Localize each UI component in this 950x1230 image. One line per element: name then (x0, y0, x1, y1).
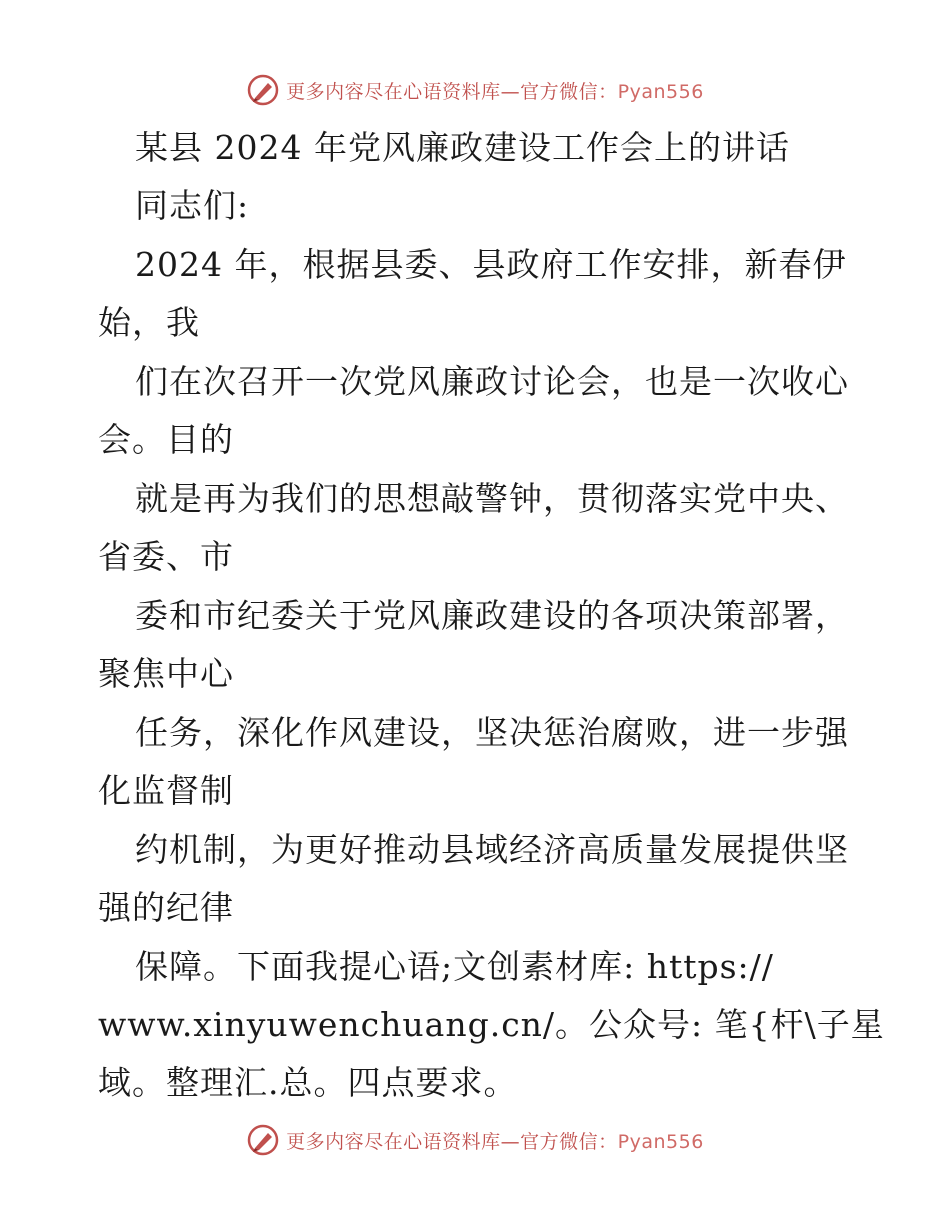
header-banner (0, 70, 950, 110)
paragraph-line: 始，我 (98, 303, 200, 342)
paragraph-line: 委和市纪委关于党风廉政建设的各项决策部署， (135, 596, 849, 635)
paragraph-line: 强的纪律 (98, 888, 234, 927)
paragraph-line: 任务，深化作风建设，坚决惩治腐败，进一步强 (135, 713, 849, 752)
document-title: 某县 2024 年党风廉政建设工作会上的讲话 (135, 128, 790, 167)
paragraph-line: 保障。下面我提心语;文创素材库: https:// (135, 947, 774, 986)
wechat-id: Pyan556 (617, 1130, 704, 1153)
paragraph-line: 2024 年，根据县委、县政府工作安排，新春伊 (135, 245, 847, 284)
paragraph-line: www.xinyuwenchuang.cn/。公众号: 笔{杆\子星 (98, 1005, 885, 1044)
pen-nib-logo-icon (246, 1123, 280, 1157)
salutation: 同志们: (135, 186, 250, 225)
paragraph-line: 约机制，为更好推动县域经济高质量发展提供坚 (135, 830, 849, 869)
paragraph-line: 化监督制 (98, 771, 234, 810)
footer-banner (0, 1120, 950, 1160)
pen-nib-logo-icon (246, 73, 280, 107)
footer-banner-text: 更多内容尽在心语资料库—官方微信：Pyan556 (286, 1130, 704, 1153)
paragraph-line: 就是再为我们的思想敲警钟，贯彻落实党中央、 (135, 479, 849, 518)
paragraph-line: 聚焦中心 (98, 654, 234, 693)
paragraph-line: 省委、市 (98, 537, 234, 576)
header-banner-text: 更多内容尽在心语资料库—官方微信：Pyan556 (286, 80, 704, 103)
paragraph-line: 域。整理汇.总。四点要求。 (98, 1063, 518, 1102)
wechat-id: Pyan556 (617, 80, 704, 103)
paragraph-line: 们在次召开一次党风廉政讨论会，也是一次收心 (135, 362, 849, 401)
paragraph-line: 会。目的 (98, 420, 234, 459)
